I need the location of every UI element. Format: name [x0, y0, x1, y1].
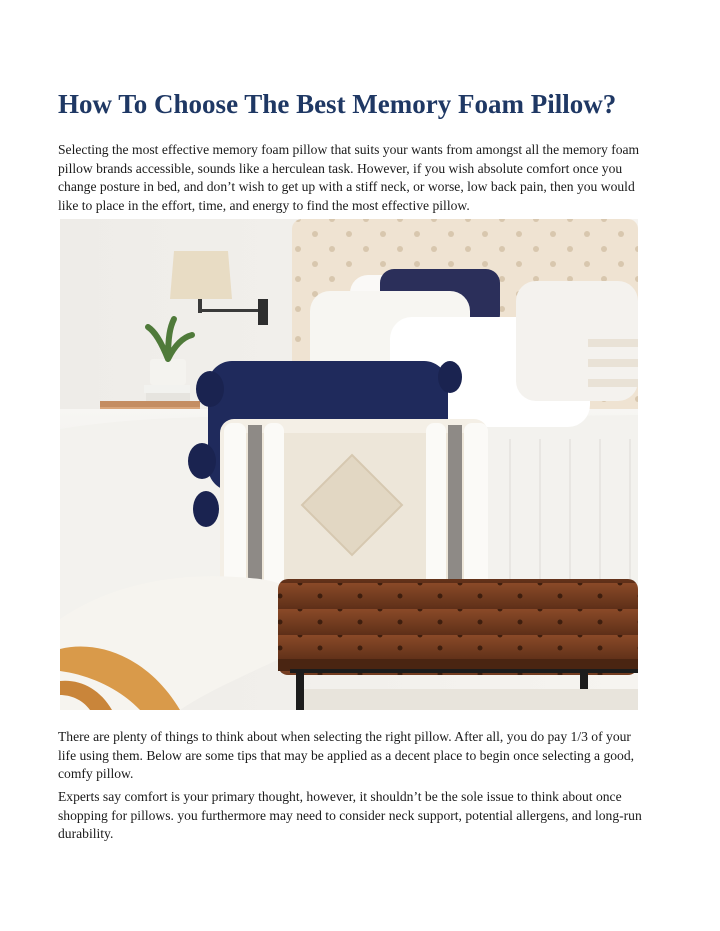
bedroom-pillows-photo: [60, 219, 638, 710]
paragraph-tips: There are plenty of things to think about when selecting the right pillow. After all, you do pay 1/3 of your life using them. Below are some tips that may be applied as a decent place to begin once selecting a good, comfy pillow.: [58, 729, 635, 782]
paragraph-experts: Experts say comfort is your primary thought, however, it shouldn’t be the sole issue to think about once shopping for pillows. you furthermore may need to consider neck support, potential allergens, and long-run durability.: [58, 789, 642, 842]
intro-paragraph: Selecting the most effective memory foam pillow that suits your wants from amongst all the memory foam pillow brands accessible, sounds like a herculean task. However, if you wish absolute comfort once you change posture in bed, and don’t wish to get up with a stiff neck, or worse, low back pain, then you would like to place in the effort, time, and energy to find the most effective pillow.: [58, 142, 640, 213]
page-title: How To Choose The Best Memory Foam Pillow?: [58, 89, 617, 119]
